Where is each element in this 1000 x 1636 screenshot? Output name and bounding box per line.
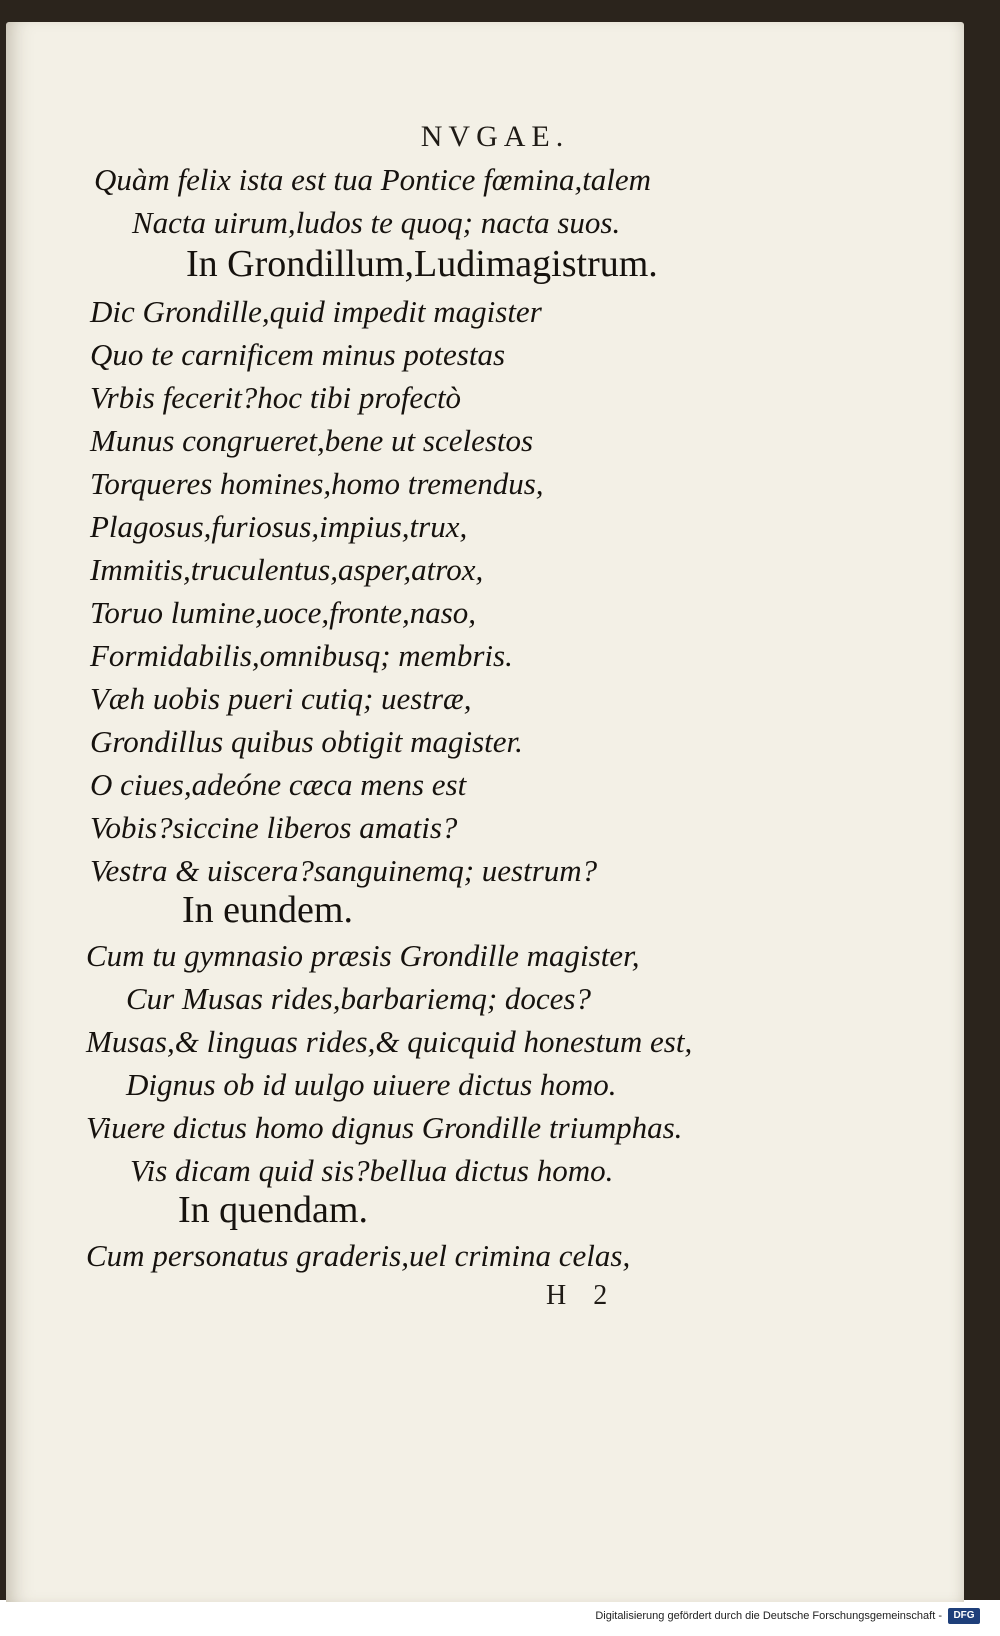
poem-line: Grondillus quibus obtigit magister. [90, 724, 523, 759]
poem-line: Cur Musas rides,barbariemq; doces? [126, 981, 591, 1016]
poem-line: Cum tu gymnasio præsis Grondille magister, [86, 938, 640, 973]
poem-line: Nacta uirum,ludos te quoq; nacta suos. [132, 205, 621, 240]
poem-line: Væh uobis pueri cutiq; uestræ, [90, 681, 472, 716]
poem-line: O ciues,adeóne cæca mens est [90, 767, 467, 802]
poem-line: Plagosus,furiosus,impius,trux, [90, 509, 468, 544]
footer-bar [0, 1602, 1000, 1636]
poem-line: Vestra & uiscera?sanguinemq; uestrum? [90, 853, 598, 888]
poem-line: Immitis,truculentus,asper,atrox, [90, 552, 484, 587]
poem-line: Quo te carnificem minus potestas [90, 337, 506, 372]
poem-line: Torqueres homines,homo tremendus, [90, 466, 544, 501]
poem-line: Viuere dictus homo dignus Grondille triumphas. [86, 1110, 683, 1145]
book-page [6, 22, 964, 1602]
poem-line: Toruo lumine,uoce,fronte,naso, [90, 595, 477, 630]
running-header: NVGAE. [420, 120, 570, 153]
poem-line: Vrbis fecerit?hoc tibi profectò [90, 380, 462, 415]
poem-line: Musas,& linguas rides,& quicquid honestum est, [86, 1024, 693, 1059]
poem-line: Formidabilis,omnibusq; membris. [90, 638, 513, 673]
section-heading: In Grondillum,Ludimagistrum. [186, 243, 658, 285]
poem-line: Cum personatus graderis,uel crimina celas, [86, 1238, 631, 1273]
poem-line: Vis dicam quid sis?bellua dictus homo. [130, 1153, 614, 1188]
poem-line: Quàm felix ista est tua Pontice fœmina,talem [94, 162, 652, 197]
poem-line: Dignus ob id uulgo uiuere dictus homo. [126, 1067, 617, 1102]
footer-credit: Digitalisierung gefördert durch die Deutsche Forschungsgemeinschaft - [595, 1610, 942, 1622]
poem-text [6, 22, 964, 1602]
poem-line: Munus congrueret,bene ut scelestos [90, 423, 534, 458]
section-heading: In quendam. [178, 1189, 368, 1231]
signature-mark: H 2 [546, 1280, 618, 1311]
poem-line: Dic Grondille,quid impedit magister [90, 294, 542, 329]
poem-line: Vobis?siccine liberos amatis? [90, 810, 458, 845]
dfg-logo-icon: DFG [948, 1608, 980, 1624]
section-heading: In eundem. [182, 889, 353, 931]
